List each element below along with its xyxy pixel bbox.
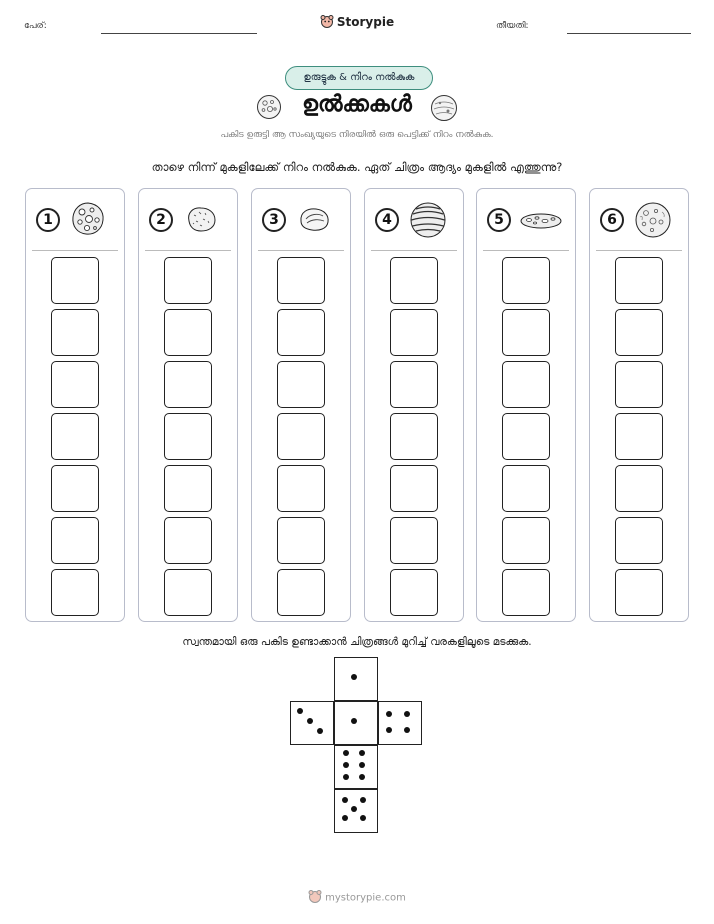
color-box[interactable] — [615, 309, 663, 356]
column-5 — [476, 188, 576, 622]
die-pip — [343, 762, 349, 768]
divider — [371, 250, 457, 251]
die-pip — [342, 797, 348, 803]
color-box[interactable] — [615, 465, 663, 512]
die-face-2 — [290, 701, 334, 745]
color-box[interactable] — [502, 257, 550, 304]
color-box[interactable] — [390, 413, 438, 460]
footer-logo-icon — [308, 889, 322, 906]
name-label: പേര്: — [24, 21, 47, 31]
color-box[interactable] — [164, 569, 212, 616]
color-box[interactable] — [390, 257, 438, 304]
die-pip — [359, 774, 365, 780]
die-pip — [359, 762, 365, 768]
color-box[interactable] — [615, 517, 663, 564]
column-number: 3 — [262, 208, 286, 232]
divider — [596, 250, 682, 251]
die-pip — [351, 674, 357, 680]
brand — [0, 14, 714, 31]
color-box[interactable] — [502, 413, 550, 460]
color-box[interactable] — [502, 465, 550, 512]
color-box[interactable] — [277, 569, 325, 616]
die-face-6 — [334, 789, 378, 833]
storypie-logo-icon — [320, 14, 334, 31]
die-pip — [360, 815, 366, 821]
color-box[interactable] — [164, 517, 212, 564]
divider — [258, 250, 344, 251]
color-box[interactable] — [615, 361, 663, 408]
die-pip — [343, 774, 349, 780]
color-box[interactable] — [277, 465, 325, 512]
die-pip — [343, 750, 349, 756]
date-label: തീയതി: — [496, 21, 529, 31]
color-box[interactable] — [277, 309, 325, 356]
color-box[interactable] — [390, 361, 438, 408]
die-pip — [386, 727, 392, 733]
column-number: 1 — [36, 208, 60, 232]
color-box[interactable] — [615, 569, 663, 616]
rocky-meteor-icon — [183, 201, 219, 241]
die-pip — [307, 718, 313, 724]
color-box[interactable] — [615, 257, 663, 304]
die-pip — [351, 806, 357, 812]
subtitle: പകിട ഉരുട്ടി ആ സംഖ്യയുടെ നിരയിൽ ഒരു പെട്ടിക്ക് നിറം നൽകുക. — [220, 130, 494, 140]
color-box[interactable] — [164, 257, 212, 304]
color-box[interactable] — [277, 413, 325, 460]
cratered-meteor-icon — [70, 201, 106, 241]
column-number: 5 — [487, 208, 511, 232]
die-face-4 — [378, 701, 422, 745]
die-pip — [317, 728, 323, 734]
right-meteor-icon — [430, 94, 458, 126]
color-box[interactable] — [502, 309, 550, 356]
color-box[interactable] — [390, 309, 438, 356]
color-box[interactable] — [51, 569, 99, 616]
die-pip — [404, 711, 410, 717]
die-face-5 — [334, 745, 378, 789]
die-pip — [359, 750, 365, 756]
die-pip — [297, 708, 303, 714]
divider — [483, 250, 569, 251]
color-box[interactable] — [277, 361, 325, 408]
flat-meteor-icon — [519, 209, 563, 235]
divider — [145, 250, 231, 251]
color-box[interactable] — [502, 361, 550, 408]
die-pip — [342, 815, 348, 821]
color-box[interactable] — [51, 257, 99, 304]
activity-badge: ഉരുട്ടുക & നിറം നൽകുക — [285, 66, 433, 90]
color-box[interactable] — [164, 413, 212, 460]
color-box[interactable] — [390, 465, 438, 512]
color-box[interactable] — [502, 569, 550, 616]
footer-url: mystorypie.com — [325, 892, 406, 904]
divider — [32, 250, 118, 251]
column-1 — [25, 188, 125, 622]
color-box[interactable] — [51, 413, 99, 460]
die-face-1 — [334, 657, 378, 701]
die-face-3 — [334, 701, 378, 745]
color-box[interactable] — [277, 517, 325, 564]
column-number: 2 — [149, 208, 173, 232]
color-box[interactable] — [51, 309, 99, 356]
date-line[interactable] — [567, 33, 691, 34]
column-number: 4 — [375, 208, 399, 232]
die-pip — [360, 797, 366, 803]
color-box[interactable] — [390, 569, 438, 616]
color-box[interactable] — [51, 517, 99, 564]
column-6 — [589, 188, 689, 622]
column-3 — [251, 188, 351, 622]
color-box[interactable] — [164, 361, 212, 408]
instruction-text: താഴെ നിന്ന് മുകളിലേക്ക് നിറം നൽകുക. ഏത് ചിത്രം ആദ്യം മുകളിൽ എത്തുന്നു? — [151, 160, 563, 174]
column-4 — [364, 188, 464, 622]
page-title: ഉൽക്കകൾ — [302, 92, 412, 117]
color-box[interactable] — [502, 517, 550, 564]
color-box[interactable] — [277, 257, 325, 304]
brand-name: Storypie — [336, 15, 395, 29]
color-box[interactable] — [51, 361, 99, 408]
color-box[interactable] — [164, 465, 212, 512]
round-meteor-icon — [634, 201, 672, 243]
column-2 — [138, 188, 238, 622]
color-box[interactable] — [615, 413, 663, 460]
color-box[interactable] — [51, 465, 99, 512]
color-box[interactable] — [164, 309, 212, 356]
smooth-meteor-icon — [296, 201, 332, 241]
die-pip — [404, 727, 410, 733]
banded-meteor-icon — [409, 201, 447, 243]
die-pip — [386, 711, 392, 717]
color-box[interactable] — [390, 517, 438, 564]
die-instruction: സ്വന്തമായി ഒരു പകിട ഉണ്ടാക്കാൻ ചിത്രങ്ങൾ മുറിച്ച് വരകളിലൂടെ മടക്കുക. — [182, 636, 532, 648]
footer — [0, 889, 714, 906]
die-pip — [351, 718, 357, 724]
name-line[interactable] — [101, 33, 257, 34]
column-number: 6 — [600, 208, 624, 232]
